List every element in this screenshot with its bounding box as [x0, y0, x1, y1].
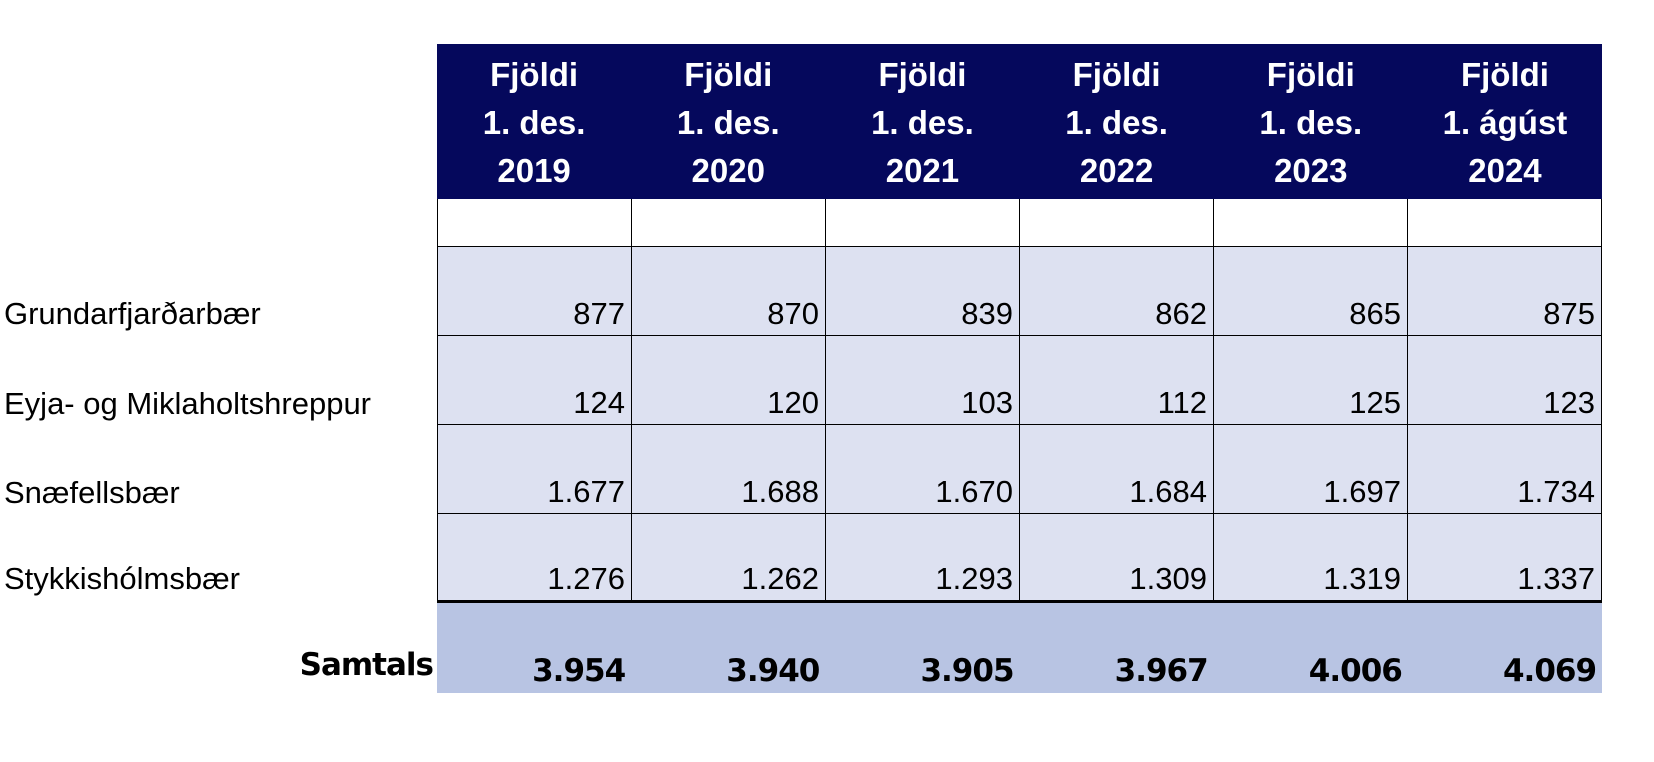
cell-value: 877	[573, 296, 625, 331]
column-header-line: 1. des.	[871, 103, 974, 141]
column-header-2023	[1214, 44, 1408, 199]
table-cell	[825, 247, 1019, 336]
table-cell	[825, 336, 1019, 425]
cell-value: 865	[1349, 296, 1401, 331]
table-cell	[631, 336, 825, 425]
cell-value: 103	[961, 385, 1013, 420]
column-header-line: 2024	[1468, 151, 1542, 189]
cell-value: 1.309	[1129, 561, 1207, 596]
cell-value: 1.697	[1323, 474, 1401, 509]
row-label-stykkisholmsbaer: Stykkishólmsbær	[4, 561, 240, 596]
table-cell	[1407, 425, 1602, 514]
table-cell	[631, 425, 825, 514]
column-header-line: 1. des.	[676, 103, 780, 141]
cell-value: 1.734	[1517, 474, 1595, 509]
table-cell	[437, 336, 631, 425]
table-row-eyja-og-miklaholtshreppur	[437, 336, 1602, 425]
table-row-snaefellsbaer	[437, 425, 1602, 514]
cell-value: 112	[1157, 385, 1207, 420]
cell-value: 123	[1543, 385, 1595, 420]
cell-value: 120	[767, 385, 819, 420]
cell-value: 1.276	[547, 561, 625, 596]
cell-value: 875	[1543, 296, 1595, 331]
total-value: 4.006	[1308, 653, 1402, 689]
cell-value: 1.293	[935, 561, 1013, 596]
column-header-line: 2021	[885, 151, 960, 189]
column-header-2020	[631, 44, 825, 199]
cell-value: 1.262	[741, 561, 819, 596]
total-cell	[1020, 603, 1214, 693]
column-header-line: 2019	[497, 151, 571, 189]
column-header-line: Fjöldi	[490, 55, 579, 93]
table-cell	[437, 247, 631, 336]
column-header-line: 2022	[1079, 151, 1154, 189]
total-cell	[631, 603, 825, 693]
table-cell	[1213, 336, 1407, 425]
blank-cell	[631, 199, 825, 247]
blank-row	[437, 199, 1602, 247]
table-cell	[1213, 247, 1407, 336]
cell-value: 1.337	[1517, 561, 1595, 596]
table-cell	[825, 514, 1019, 603]
row-label-grundarfjardarbaer: Grundarfjarðarbær	[4, 296, 261, 331]
blank-cell	[1019, 199, 1213, 247]
column-header-line: Fjöldi	[1072, 55, 1161, 93]
column-header-line: Fjöldi	[878, 55, 967, 93]
column-header-2022	[1020, 44, 1214, 199]
table-cell	[1019, 336, 1213, 425]
table-row-stykkisholmsbaer	[437, 514, 1602, 603]
table-cell	[1407, 514, 1602, 603]
blank-cell	[437, 199, 631, 247]
total-value: 3.967	[1114, 653, 1208, 689]
column-header-line: Fjöldi	[684, 55, 773, 93]
total-value: 4.069	[1502, 653, 1597, 689]
total-cell	[825, 603, 1019, 693]
blank-cell	[1407, 199, 1602, 247]
cell-value: 1.670	[935, 474, 1013, 509]
column-header-line: 1. des.	[1065, 103, 1168, 141]
data-table	[437, 44, 1602, 693]
column-header-2021	[825, 44, 1019, 199]
total-value: 3.954	[532, 653, 626, 689]
table-cell	[1019, 514, 1213, 603]
cell-value: 870	[767, 296, 819, 331]
row-label-eyja-og-miklaholtshreppur: Eyja- og Miklaholtshreppur	[4, 386, 372, 421]
cell-value: 1.684	[1129, 474, 1207, 509]
table-cell	[1407, 336, 1602, 425]
total-value: 3.940	[726, 653, 820, 689]
column-header-line: Fjöldi	[1266, 55, 1355, 93]
table-cell	[631, 247, 825, 336]
cell-value: 1.688	[741, 474, 819, 509]
blank-cell	[1213, 199, 1407, 247]
column-header-line: 2023	[1274, 151, 1348, 189]
column-header-line: 1. des.	[1259, 103, 1363, 141]
cell-value: 1.677	[547, 474, 625, 509]
total-value: 3.905	[920, 653, 1014, 689]
table-cell	[437, 514, 631, 603]
table-cell	[631, 514, 825, 603]
table-cell	[1213, 425, 1407, 514]
blank-cell	[825, 199, 1019, 247]
table-cell	[1213, 514, 1407, 603]
header-row	[437, 44, 1602, 199]
column-header-line: 1. des.	[482, 103, 586, 141]
column-header-2024	[1408, 44, 1602, 199]
row-label-snaefellsbaer: Snæfellsbær	[4, 475, 180, 510]
column-header-2019	[437, 44, 631, 199]
column-header-line: Fjöldi	[1460, 55, 1549, 93]
total-row	[437, 603, 1602, 693]
table-cell	[1019, 425, 1213, 514]
table-cell	[1407, 247, 1602, 336]
cell-value: 125	[1349, 385, 1401, 420]
table-cell	[825, 425, 1019, 514]
total-label: Samtals	[299, 647, 433, 683]
table-row-grundarfjardarbaer	[437, 247, 1602, 336]
cell-value: 862	[1155, 296, 1207, 331]
table-cell	[1019, 247, 1213, 336]
total-cell	[1214, 603, 1408, 693]
cell-value: 124	[573, 385, 625, 420]
column-header-line: 1. ágúst	[1442, 103, 1568, 141]
cell-value: 1.319	[1323, 561, 1401, 596]
column-header-line: 2020	[691, 151, 765, 189]
cell-value: 839	[961, 296, 1013, 331]
total-cell	[1408, 603, 1602, 693]
table-cell	[437, 425, 631, 514]
total-cell	[437, 603, 631, 693]
